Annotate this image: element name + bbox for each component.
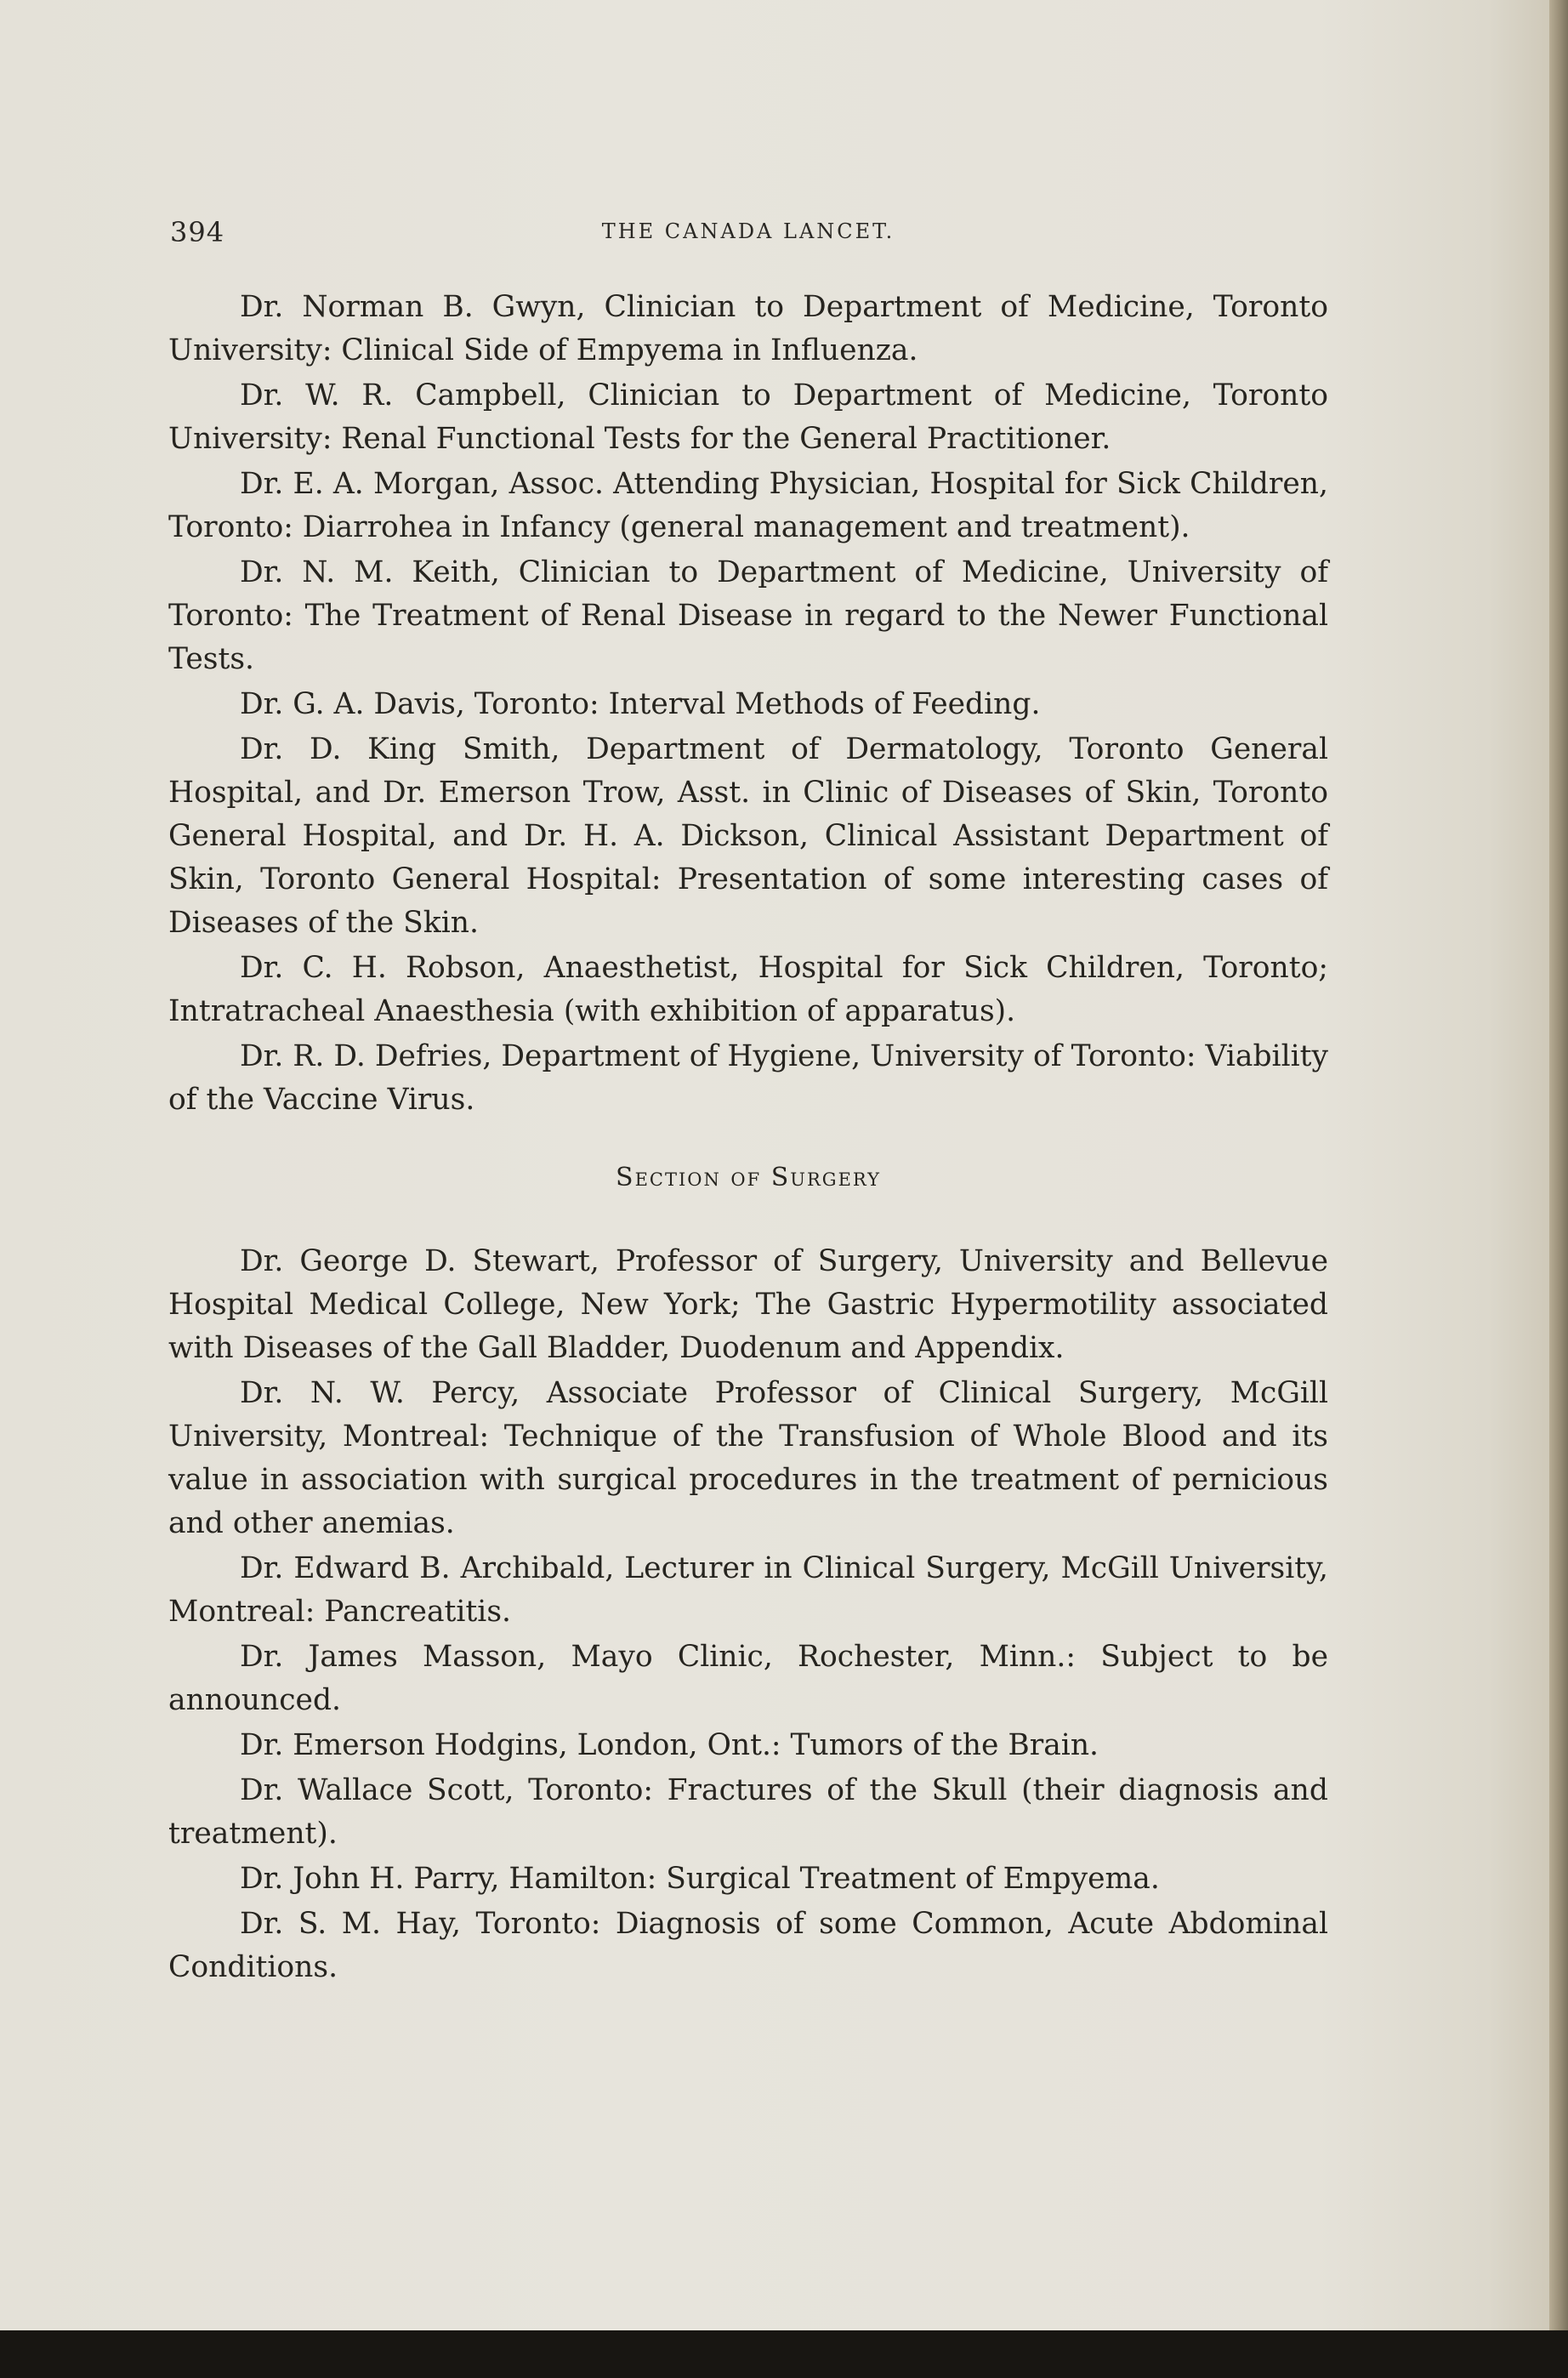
surgery-entry: Dr. Emerson Hodgins, London, Ont.: Tumors of the Brain. (240, 1728, 1099, 1762)
medicine-entry: Dr. Norman B. Gwyn, Clinician to Department of Medicine, Toronto University: Clinical Side of Empyema in Influenza. (168, 290, 1328, 367)
medicine-entry: Dr. R. D. Defries, Department of Hygiene, University of Toronto: Viability of the Vaccine Virus. (168, 1039, 1328, 1117)
medicine-entry: Dr. W. R. Campbell, Clinician to Department of Medicine, Toronto University: Renal Functional Tests for the General Practitioner. (168, 378, 1328, 456)
section-heading-surgery: Section of Surgery (616, 1163, 881, 1192)
medicine-entry: Dr. C. H. Robson, Anaesthetist, Hospital for Sick Children, Toronto; Intratracheal Anaesthesia (with exhibition of apparatus). (168, 951, 1328, 1028)
medicine-entry: Dr. E. A. Morgan, Assoc. Attending Physician, Hospital for Sick Children, Toronto: Diarrohea in Infancy (general management and treatment). (168, 467, 1328, 544)
surgery-entry: Dr. Wallace Scott, Toronto: Fractures of the Skull (their diagnosis and treatment). (168, 1773, 1328, 1851)
page-edge (1549, 0, 1568, 2330)
running-head (170, 216, 1327, 250)
scan-background (0, 2330, 1568, 2378)
medicine-entry: Dr. N. M. Keith, Clinician to Department of Medicine, University of Toronto: The Treatment of Renal Disease in regard to the Newer Functional Tests. (168, 555, 1328, 676)
surgery-entry: Dr. S. M. Hay, Toronto: Diagnosis of some Common, Acute Abdominal Conditions. (168, 1907, 1328, 1984)
surgery-entry: Dr. James Masson, Mayo Clinic, Rochester, Minn.: Subject to be announced. (168, 1640, 1328, 1717)
surgery-entry: Dr. N. W. Percy, Associate Professor of Clinical Surgery, McGill University, Montreal: Technique of the Transfusion of Whole Blood and its value in association with surgical procedures in the treatment of pernicious and other anemias. (168, 1376, 1328, 1540)
medicine-entry: Dr. G. A. Davis, Toronto: Interval Methods of Feeding. (240, 687, 1041, 721)
journal-title: THE CANADA LANCET. (601, 219, 895, 243)
surgery-entry: Dr. Edward B. Archibald, Lecturer in Clinical Surgery, McGill University, Montreal: Pancreatitis. (168, 1551, 1328, 1629)
body-text (168, 286, 1328, 1991)
surgery-entry: Dr. George D. Stewart, Professor of Surgery, University and Bellevue Hospital Medical College, New York; The Gastric Hypermotility associated with Diseases of the Gall Bladder, Duodenum and Appendix. (168, 1244, 1328, 1365)
medicine-entry: Dr. D. King Smith, Department of Dermatology, Toronto General Hospital, and Dr. Emerson Trow, Asst. in Clinic of Diseases of Skin, Toronto General Hospital, and Dr. H. A. Dickson, Clinical Assistant Department of Skin, Toronto General Hospital: Presentation of some interesting cases of Diseases of the Skin. (168, 732, 1328, 940)
page-number: 394 (170, 216, 225, 248)
surgery-entry: Dr. John H. Parry, Hamilton: Surgical Treatment of Empyema. (240, 1862, 1160, 1896)
